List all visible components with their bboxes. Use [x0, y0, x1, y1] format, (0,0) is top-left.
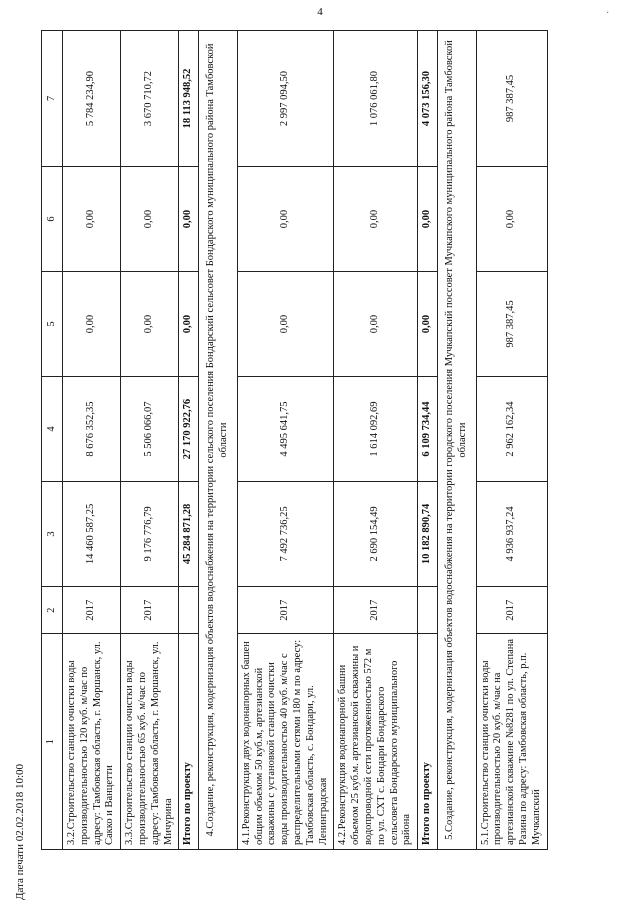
year-cell: 2017 [63, 586, 121, 634]
value-col-6: 0,00 [237, 167, 334, 272]
total-row [418, 31, 438, 850]
header-col-1: 1 [42, 634, 63, 850]
value-col-5: 0,00 [334, 272, 418, 377]
header-row [42, 31, 63, 850]
year-cell: 2017 [476, 586, 547, 634]
object-name: 3.3.Строительство станции очистки воды производительностью 65 куб. м/час по адресу: Тамбовская область, г. Моршанск, ул. Мичурина [121, 634, 179, 850]
object-name: 4.1.Реконструкция двух водонапорных башен общим объемом 50 куб.м, артезианской скважины с установкой станции очистки воды производительностью 40 куб. м/час с распределительными сетями 180 м по адресу: Тамбовская область, с. Бондари, ул. Ленинградская [237, 634, 334, 850]
value-col-3: 9 176 776,79 [121, 481, 179, 586]
value-col-5: 0,00 [121, 272, 179, 377]
header-col-5: 5 [42, 272, 63, 377]
value-col-5: 0,00 [63, 272, 121, 377]
total-year-cell [418, 586, 438, 634]
total-col-3: 45 284 871,28 [179, 481, 199, 586]
year-cell: 2017 [334, 586, 418, 634]
value-col-6: 0,00 [121, 167, 179, 272]
value-col-7: 5 784 234,90 [63, 31, 121, 167]
total-year-cell [179, 586, 199, 634]
table-row [63, 31, 121, 850]
total-col-5: 0,00 [179, 272, 199, 377]
value-col-6: 0,00 [63, 167, 121, 272]
budget-table [41, 30, 548, 850]
total-col-7: 18 113 948,52 [179, 31, 199, 167]
table-row [476, 31, 547, 850]
value-col-4: 2 962 162,34 [476, 377, 547, 482]
value-col-7: 3 670 710,72 [121, 31, 179, 167]
value-col-7: 2 997 094,50 [237, 31, 334, 167]
print-date: Дата печати 02.02.2018 10:00 [14, 763, 26, 900]
value-col-6: 0,00 [476, 167, 547, 272]
value-col-3: 7 492 736,25 [237, 481, 334, 586]
value-col-5: 0,00 [237, 272, 334, 377]
year-cell: 2017 [237, 586, 334, 634]
table-row [334, 31, 418, 850]
header-col-4: 4 [42, 377, 63, 482]
value-col-3: 4 936 937,24 [476, 481, 547, 586]
total-col-4: 6 109 734,44 [418, 377, 438, 482]
table-row [237, 31, 334, 850]
value-col-4: 5 506 066,07 [121, 377, 179, 482]
value-col-4: 1 614 092,69 [334, 377, 418, 482]
total-col-6: 0,00 [418, 167, 438, 272]
header-col-7: 7 [42, 31, 63, 167]
value-col-7: 1 076 061,80 [334, 31, 418, 167]
section-header-row [437, 31, 476, 850]
value-col-3: 14 460 587,25 [63, 481, 121, 586]
total-label: Итого по проекту [418, 634, 438, 850]
header-col-2: 2 [42, 586, 63, 634]
section-title: 4.Создание, реконструкция, модернизация объектов водоснабжения на территории сельского поселения Бондарский сельсовет Бондарского муниципального района Тамбовской области [199, 31, 238, 850]
total-col-3: 10 182 890,74 [418, 481, 438, 586]
value-col-6: 0,00 [334, 167, 418, 272]
corner-mark: · [606, 8, 610, 19]
header-col-3: 3 [42, 481, 63, 586]
value-col-4: 4 495 641,75 [237, 377, 334, 482]
total-label: Итого по проекту [179, 634, 199, 850]
section-header-row [199, 31, 238, 850]
year-cell: 2017 [121, 586, 179, 634]
header-col-6: 6 [42, 167, 63, 272]
total-col-6: 0,00 [179, 167, 199, 272]
page-number: 4 [317, 6, 323, 18]
table-row [121, 31, 179, 850]
total-row [179, 31, 199, 850]
print-date-footer [14, 763, 30, 902]
total-col-4: 27 170 922,76 [179, 377, 199, 482]
total-col-5: 0,00 [418, 272, 438, 377]
value-col-3: 2 690 154,49 [334, 481, 418, 586]
value-col-5: 987 387,45 [476, 272, 547, 377]
value-col-7: 987 387,45 [476, 31, 547, 167]
total-col-7: 4 073 156,30 [418, 31, 438, 167]
value-col-4: 8 676 352,35 [63, 377, 121, 482]
section-title: 5.Создание, реконструкция, модернизация объектов водоснабжения на территории городского поселения Мучкапский поссовет Мучкапского муниципального района Тамбовской области [437, 31, 476, 850]
object-name: 3.2.Строительство станции очистки воды производительностью 120 куб. м/час по адресу: Тамбовская область, г. Моршанск, ул. Сакко и Ванцетти [63, 634, 121, 850]
object-name: 4.2.Реконструкция водонапорной башни объемом 25 куб.м. артезианской скважины и водопроводной сети протяженностью 572 м по ул. СХТ с. Бондари Бондарского сельсовета Бондарского муниципального района [334, 634, 418, 850]
object-name: 5.1.Строительство станции очистки воды производительностью 20 куб. м/час на артезианской скважине №8281 по ул. Степана Разина по адресу: Тамбовская область, р.п. Мучкапский [476, 634, 547, 850]
rotated-table-container [41, 30, 601, 850]
